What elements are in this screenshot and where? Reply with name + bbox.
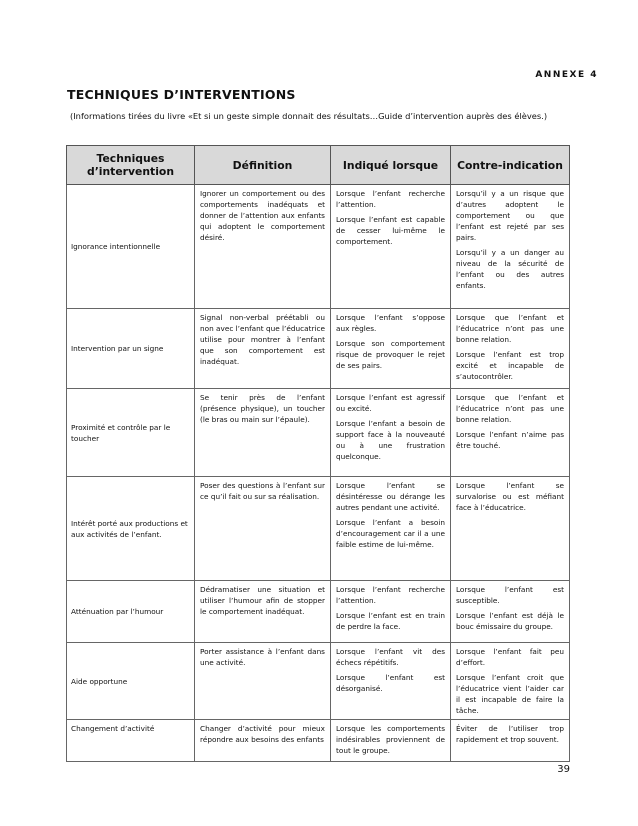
table-row (67, 185, 570, 309)
table-header-row (67, 146, 570, 185)
cell-contre-indication (451, 581, 570, 643)
cell-contre-indication (451, 720, 570, 762)
cell-paragraph: Lorsque l’enfant recherche l’attention. (336, 189, 445, 209)
cell-paragraph: Lorsque l’enfant est agressif ou excité. (336, 393, 445, 413)
cell-contre-indication (451, 185, 570, 309)
table-row (67, 309, 570, 389)
cell-paragraph: Lorsque l’enfant se survalorise ou est méfiant face à l’éducatrice. (456, 481, 564, 512)
annex-label: ANNEXE 4 (535, 70, 598, 80)
cell-technique: Changement d’activité (67, 720, 195, 762)
cell-paragraph: Lorsque l’enfant n’aime pas être touché. (456, 430, 564, 450)
cell-paragraph: Lorsqu’il y a un risque que d’autres adoptent le comportement ou que l’enfant est rejeté par ses pairs. (456, 189, 564, 242)
cell-technique: Intervention par un signe (67, 309, 195, 389)
cell-paragraph: Lorsque l’enfant est trop excité et incapable de s’autocontrôler. (456, 350, 564, 381)
table-row (67, 389, 570, 477)
cell-paragraph: Poser des questions à l’enfant sur ce qu’il fait ou sur sa réalisation. (200, 481, 325, 501)
header-contre-indication: Contre-indication (451, 146, 570, 185)
cell-paragraph: Ignorer un comportement ou des comportements inadéquats et donner de l’attention aux enfants qui adoptent le comportement désiré. (200, 189, 325, 242)
cell-paragraph: Dédramatiser une situation et utiliser l’humour afin de stopper le comportement inadéquat. (200, 585, 325, 616)
cell-definition (195, 581, 331, 643)
cell-paragraph: Lorsque l’enfant est déjà le bouc émissaire du groupe. (456, 611, 564, 631)
cell-paragraph: Lorsque l’enfant a besoin d’encouragement car il a une faible estime de lui-même. (336, 518, 445, 549)
cell-paragraph: Lorsque l’enfant croit que l’éducatrice vient l’aider car il est incapable de faire la tâche. (456, 673, 564, 715)
page-number: 39 (557, 764, 570, 775)
cell-paragraph: Lorsque que l’enfant et l’éducatrice n’ont pas une bonne relation. (456, 313, 564, 344)
cell-paragraph: Lorsque l’enfant recherche l’attention. (336, 585, 445, 605)
cell-contre-indication (451, 643, 570, 720)
cell-paragraph: Porter assistance à l’enfant dans une activité. (200, 647, 325, 667)
cell-definition (195, 643, 331, 720)
cell-paragraph: Lorsque l’enfant a besoin de support face à la nouveauté ou à une frustration quelconque. (336, 419, 445, 461)
cell-technique: Proximité et contrôle par le toucher (67, 389, 195, 477)
cell-paragraph: Lorsqu’il y a un danger au niveau de la sécurité de l’enfant ou des autres enfants. (456, 248, 564, 290)
cell-paragraph: Éviter de l’utiliser trop rapidement et trop souvent. (456, 724, 564, 744)
cell-technique: Aide opportune (67, 643, 195, 720)
cell-paragraph: Signal non-verbal préétabli ou non avec l’enfant que l’éducatrice utilise pour montrer à l’enfant que son comportement est inadéquat. (200, 313, 325, 366)
cell-paragraph: Lorsque les comportements indésirables proviennent de tout le groupe. (336, 724, 445, 755)
cell-technique: Intérêt porté aux productions et aux activités de l’enfant. (67, 477, 195, 581)
header-techniques: Techniques d’intervention (67, 146, 195, 185)
cell-indique (331, 389, 451, 477)
cell-paragraph: Lorsque l’enfant est capable de cesser lui-même le comportement. (336, 215, 445, 246)
techniques-table (66, 145, 570, 762)
header-definition: Définition (195, 146, 331, 185)
cell-indique (331, 581, 451, 643)
cell-contre-indication (451, 477, 570, 581)
cell-paragraph: Lorsque l’enfant s’oppose aux règles. (336, 313, 445, 333)
header-indique: Indiqué lorsque (331, 146, 451, 185)
cell-indique (331, 477, 451, 581)
table-row (67, 643, 570, 720)
table-row (67, 720, 570, 762)
cell-definition (195, 185, 331, 309)
cell-contre-indication (451, 389, 570, 477)
cell-paragraph: Lorsque l’enfant fait peu d’effort. (456, 647, 564, 667)
cell-definition (195, 309, 331, 389)
cell-indique (331, 720, 451, 762)
table-row (67, 581, 570, 643)
cell-contre-indication (451, 309, 570, 389)
cell-indique (331, 185, 451, 309)
cell-paragraph: Changer d’activité pour mieux répondre aux besoins des enfants (200, 724, 325, 744)
cell-definition (195, 389, 331, 477)
cell-paragraph: Lorsque l’enfant se désintéresse ou dérange les autres pendant une activité. (336, 481, 445, 512)
cell-paragraph: Lorsque l’enfant est susceptible. (456, 585, 564, 605)
page-title: TECHNIQUES D’INTERVENTIONS (67, 87, 296, 102)
cell-paragraph: Lorsque l’enfant vit des échecs répétitifs. (336, 647, 445, 667)
cell-technique: Ignorance intentionnelle (67, 185, 195, 309)
cell-definition (195, 477, 331, 581)
page-subtitle: (Informations tirées du livre «Et si un geste simple donnait des résultats…Guide d’intervention auprès des élèves.) (70, 111, 548, 121)
cell-definition (195, 720, 331, 762)
cell-paragraph: Lorsque que l’enfant et l’éducatrice n’ont pas une bonne relation. (456, 393, 564, 424)
cell-indique (331, 643, 451, 720)
table-row (67, 477, 570, 581)
cell-technique: Atténuation par l’humour (67, 581, 195, 643)
cell-indique (331, 309, 451, 389)
cell-paragraph: Lorsque l’enfant est désorganisé. (336, 673, 445, 693)
cell-paragraph: Se tenir près de l’enfant (présence physique), un toucher (le bras ou main sur l’épaule). (200, 393, 325, 424)
cell-paragraph: Lorsque l’enfant est en train de perdre la face. (336, 611, 445, 631)
cell-paragraph: Lorsque son comportement risque de provoquer le rejet de ses pairs. (336, 339, 445, 370)
